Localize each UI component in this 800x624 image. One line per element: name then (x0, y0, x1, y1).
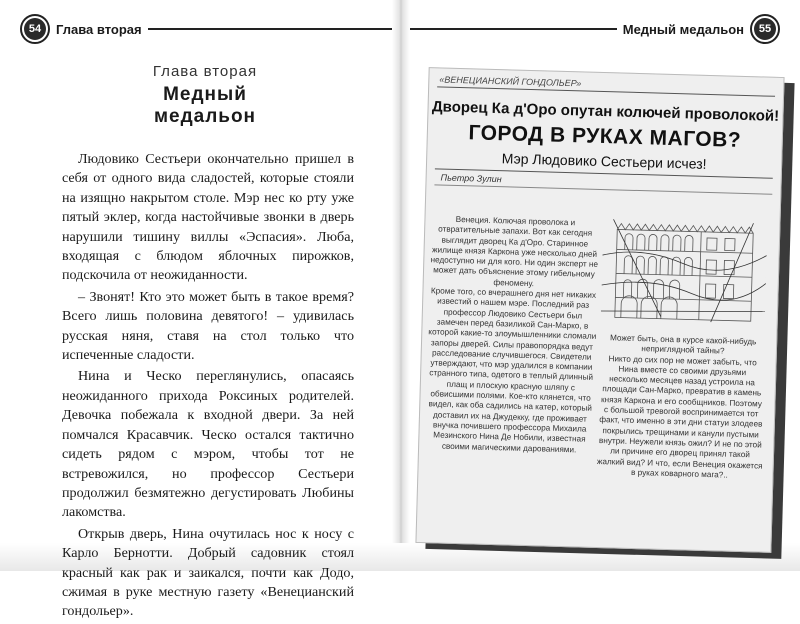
left-page-header (0, 16, 392, 42)
newspaper-left-paragraph-2: Кроме того, со вчерашнего дня нет никаких известий о нашем мэре. Последний раз профессор Людовико Сестьери был замечен перед базиликой Сан-Марко, в которой какие-то злоумышленники сломали запоры дверей. Силы правопорядка ведут расследование случившегося. Свидетели утверждают, что мэр удалился в компании странного типа, одетого в теплый длинный плащ и плоскую красную шляпу с обвисшими полями. Кое-кто клянется, что видел, как оба садились на катер, который доставил их на Джудекку, где проживает внучка почившего профессора Михаила Мезинского Нина Де Нобили, известная своими магическими дарованиями. (428, 286, 597, 454)
newspaper-right-paragraph-1: Может быть, она в курсе какой-нибудь неприглядной тайны? (609, 333, 757, 356)
chapter-label: Глава вторая (152, 63, 258, 80)
left-page-number: 54 (24, 18, 46, 40)
right-page-header (408, 16, 800, 42)
newspaper-headline-2: ГОРОД В РУКАХ МАГОВ? (468, 121, 742, 152)
newspaper-name: «ВЕНЕЦИАНСКИЙ ГОНДОЛЬЕР» (439, 74, 582, 89)
palace-illustration (601, 215, 768, 330)
story-paragraph-1: Людовико Сестьери окончательно пришел в себя от одного вида сладостей, которые стояли на изящно накрытом столе. Мэр нес ко рту уже пятый эклер, когда настойчивые звонки в дверь нарушили тишину виллы «Эспасия». Люба, входящая с блюдом яблочных пирожков, подскочила от неожиданности. (62, 151, 354, 284)
newspaper-top-rule (437, 86, 775, 96)
newspaper-right-paragraph-2: Никто до сих пор не может забыть, что Нина вместе со своими друзьями несколько месяцев назад устроила на площади Сан-Марко, превратив в камень князя Каркона и его сообщников. Поэтому с большой тревогой воспринимается тот факт, что именно в эти дни статуи злодеев покрылись трещинами и канули пустыми внутри. Неужели князь ожил? И не по этой ли причине его дворец принял такой жалкий вид? И что, если Венеция окажется в руках коварного мага?.. (596, 353, 763, 480)
right-running-head: Медный медальон (617, 22, 750, 37)
newspaper-author: Пьетро Зулин (440, 172, 502, 185)
newspaper-left-paragraph-1: Венеция. Колючая проволока и отвратительные запахи. Вот как сегодня выглядит дворец Ка д'Оро. Старинное жилище князя Каркона уже несколько дней недоступно ни для кого. Ни один эксперт не может дать объяснение этому гибельному феномену. (430, 214, 599, 288)
newspaper-clipping (415, 67, 784, 553)
right-page-number: 55 (754, 18, 776, 40)
newspaper-right-column (596, 333, 766, 482)
chapter-title: Медный медальон (153, 84, 257, 127)
story-paragraph-4: Открыв дверь, Нина очутилась нос к носу с Карло Бернотти. Добрый садовник стоял красный как рак и заикался, почти как Додо, сжимая в руке местную газету «Венецианский гондольер». (62, 525, 354, 620)
left-page-number-badge (20, 14, 50, 44)
story-text (62, 150, 354, 624)
story-paragraph-3: Нина и Ческо переглянулись, опасаясь неожиданного прихода Роксиных родителей. Девочка побежала к входной двери. За ней помчался Красавчик. Ческо остался тактично сидеть рядом с мэром, чтобы тот не встревожился, но профессор Сестьери продолжил безмятежно дегустировать Любины лакомства. (62, 368, 354, 521)
newspaper-headline-3: Мэр Людовико Сестьери исчез! (501, 150, 707, 172)
story-paragraph-2: – Звонят! Кто это может быть в такое время? Всего лишь половина девятого! – удивилась русская няня, ставя на стол только что испеченные сладости. (62, 288, 354, 364)
newspaper-author-rule (434, 184, 772, 194)
left-running-head: Глава вторая (50, 22, 148, 37)
right-page-number-badge (750, 14, 780, 44)
book-gutter (392, 0, 410, 571)
right-header-rule (408, 28, 650, 30)
newspaper-left-column (425, 214, 600, 455)
newspaper-headline-1: Дворец Ка д'Оро опутан колючей проволокой! (431, 98, 780, 125)
